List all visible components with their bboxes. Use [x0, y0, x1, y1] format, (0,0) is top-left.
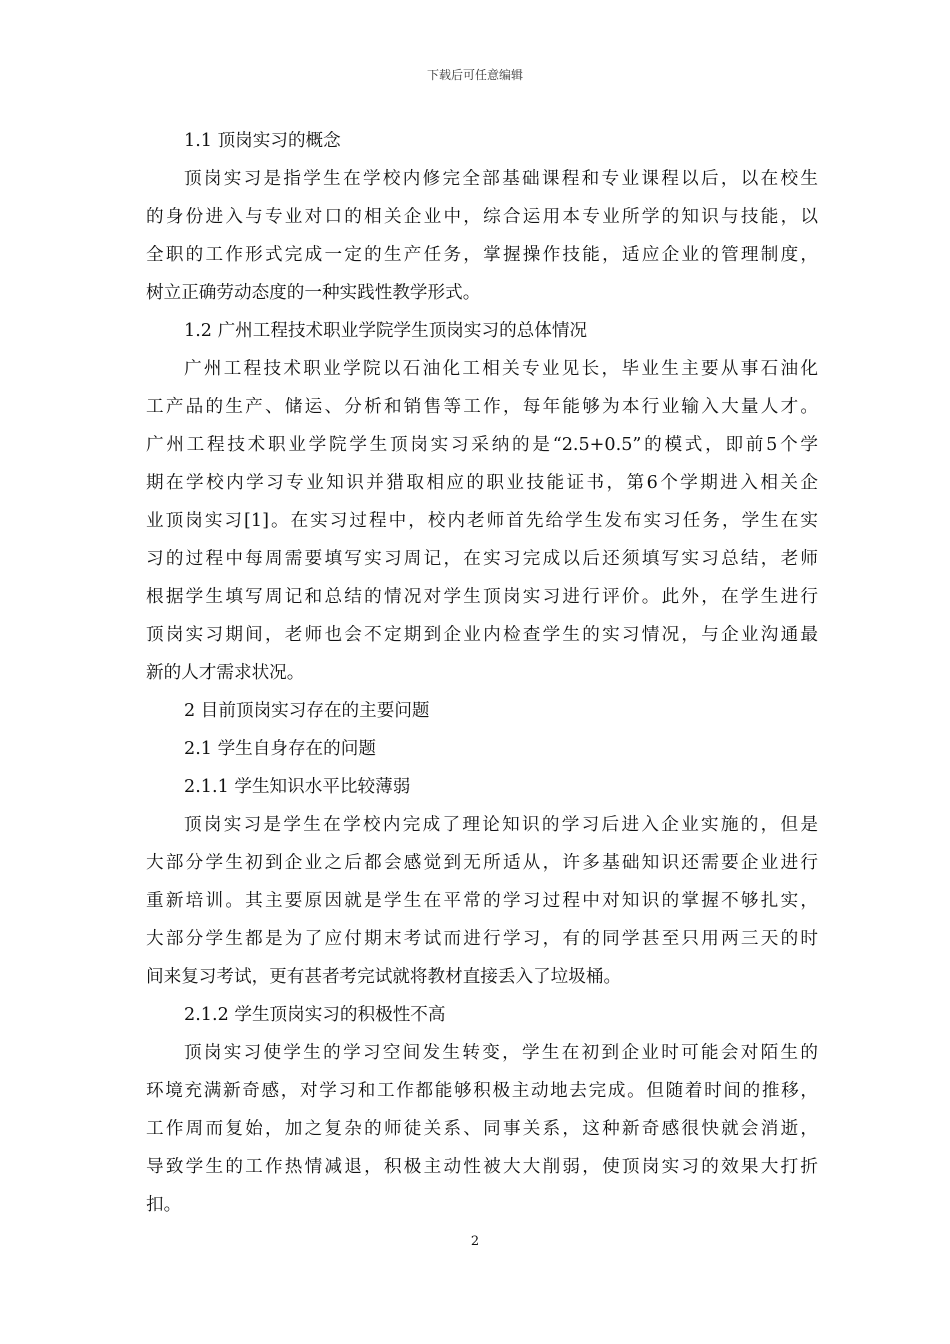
text-line: 工作周而复始，加之复杂的师徒关系、同事关系，这种新奇感很快就会消逝，: [146, 1119, 818, 1139]
text-line: 期在学校内学习专业知识并猎取相应的职业技能证书，第6个学期进入相关企: [146, 473, 818, 493]
text-line: 2 目前顶岗实习存在的主要问题: [184, 701, 430, 721]
text-line: 顶岗实习是指学生在学校内修完全部基础课程和专业课程以后，以在校生: [184, 169, 818, 189]
text-line: 业顶岗实习[1]。在实习过程中，校内老师首先给学生发布实习任务，学生在实: [146, 511, 818, 531]
text-line: 顶岗实习期间，老师也会不定期到企业内检查学生的实习情况，与企业沟通最: [146, 625, 818, 645]
text-line: 的身份进入与专业对口的相关企业中，综合运用本专业所学的知识与技能，以: [146, 207, 818, 227]
text-line: 1.2 广州工程技术职业学院学生顶岗实习的总体情况: [184, 321, 588, 341]
text-line: 广州工程技术职业学院以石油化工相关专业见长，毕业生主要从事石油化: [184, 359, 818, 379]
text-line: 环境充满新奇感，对学习和工作都能够积极主动地去完成。但随着时间的推移，: [146, 1081, 818, 1101]
text-line: 广州工程技术职业学院学生顶岗实习采纳的是“2.5+0.5”的模式，即前5个学: [146, 435, 818, 455]
text-line: 顶岗实习是学生在学校内完成了理论知识的学习后进入企业实施的，但是: [184, 815, 818, 835]
text-line: 2.1.2 学生顶岗实习的积极性不高: [184, 1005, 446, 1025]
text-line: 大部分学生初到企业之后都会感觉到无所适从，许多基础知识还需要企业进行: [146, 853, 818, 873]
text-line: 习的过程中每周需要填写实习周记，在实习完成以后还须填写实习总结，老师: [146, 549, 818, 569]
document-body: [146, 122, 818, 1224]
text-line: 大部分学生都是为了应付期末考试而进行学习，有的同学甚至只用两三天的时: [146, 929, 818, 949]
page-header: 下载后可任意编辑: [426, 68, 523, 82]
text-line: 导致学生的工作热情减退，积极主动性被大大削弱，使顶岗实习的效果大打折: [146, 1157, 818, 1177]
text-line: 顶岗实习使学生的学习空间发生转变，学生在初到企业时可能会对陌生的: [184, 1043, 818, 1063]
text-line: 工产品的生产、储运、分析和销售等工作，每年能够为本行业输入大量人才。: [146, 397, 818, 417]
text-line: 新的人才需求状况。: [146, 663, 305, 683]
text-line: 2.1.1 学生知识水平比较薄弱: [184, 777, 411, 797]
text-line: 1.1 顶岗实习的概念: [184, 131, 341, 151]
text-line: 全职的工作形式完成一定的生产任务，掌握操作技能，适应企业的管理制度，: [146, 245, 818, 265]
text-line: 重新培训。其主要原因就是学生在平常的学习过程中对知识的掌握不够扎实，: [146, 891, 818, 911]
text-line: 树立正确劳动态度的一种实践性教学形式。: [146, 283, 481, 303]
text-line: 2.1 学生自身存在的问题: [184, 739, 376, 759]
text-line: 间来复习考试，更有甚者考完试就将教材直接丢入了垃圾桶。: [146, 967, 622, 987]
text-line: 根据学生填写周记和总结的情况对学生顶岗实习进行评价。此外，在学生进行: [146, 587, 818, 607]
text-line: 扣。: [146, 1195, 182, 1215]
page-number: 2: [470, 1234, 480, 1249]
